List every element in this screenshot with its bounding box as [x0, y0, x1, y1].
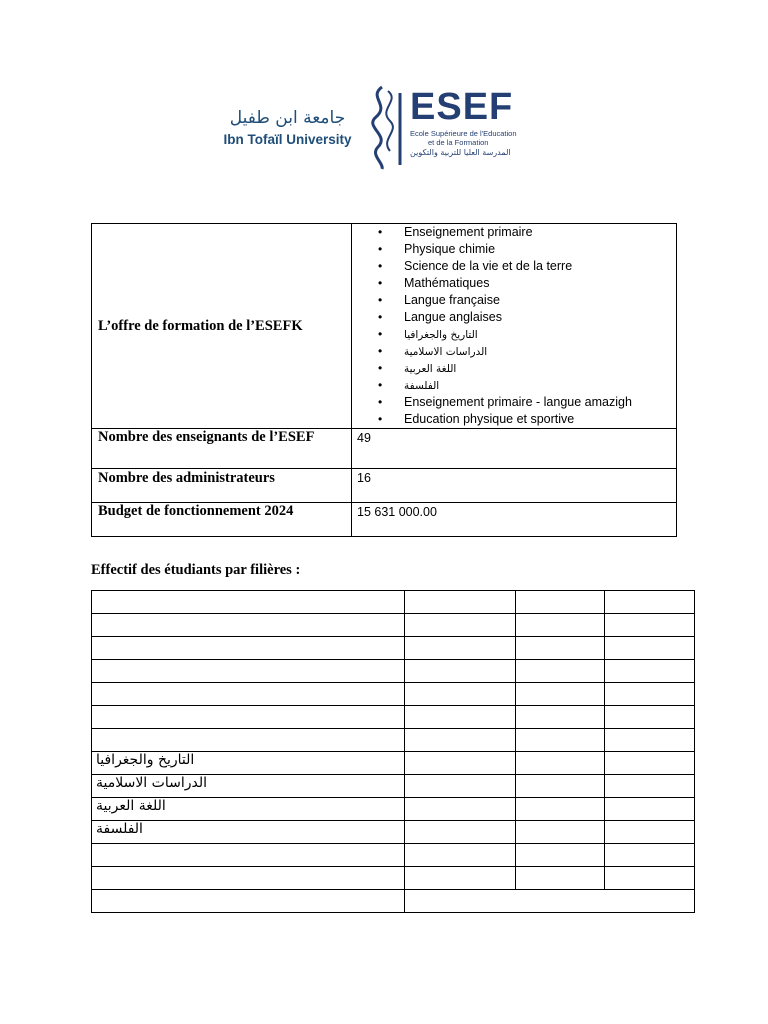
effectif-table — [91, 590, 695, 913]
offre-item-label: Langue française — [404, 293, 500, 307]
offre-item-label: Science de la vie et de la terre — [404, 259, 573, 273]
offre-item — [378, 292, 676, 309]
esef-acronym: ESEF — [410, 86, 514, 128]
info-table — [91, 223, 677, 537]
filiere-cell — [92, 844, 405, 867]
offre-item-label: Enseignement primaire — [404, 225, 533, 239]
count-cell — [605, 706, 695, 729]
table-row — [92, 683, 695, 706]
count-cell — [515, 821, 605, 844]
count-cell — [405, 821, 515, 844]
table-row — [92, 775, 695, 798]
count-cell — [515, 637, 605, 660]
table-row — [92, 844, 695, 867]
count-cell — [405, 752, 515, 775]
filiere-cell — [92, 614, 405, 637]
count-cell — [605, 614, 695, 637]
count-cell — [405, 729, 515, 752]
enseignants-label: Nombre des enseignants de l’ESEF — [92, 429, 352, 469]
university-name-arabic: جامعة ابن طفيل — [229, 108, 346, 128]
esef-line2: et de la Formation — [428, 138, 489, 147]
count-cell — [405, 683, 515, 706]
count-cell — [605, 798, 695, 821]
filiere-cell: الدراسات الاسلامية — [92, 775, 405, 798]
enseignants-value: 49 — [352, 429, 677, 469]
count-cell — [515, 591, 605, 614]
filiere-cell — [92, 637, 405, 660]
offre-item — [378, 411, 676, 428]
offre-item — [378, 360, 676, 377]
count-cell — [605, 844, 695, 867]
count-cell — [605, 821, 695, 844]
bullet-icon: • — [378, 293, 383, 307]
bullet-icon: • — [378, 327, 383, 341]
bullet-icon: • — [378, 310, 383, 324]
esef-emblem-icon — [360, 83, 405, 173]
count-cell — [405, 660, 515, 683]
count-cell — [515, 775, 605, 798]
budget-value: 15 631 000.00 — [352, 503, 677, 537]
offre-item-label: Langue anglaises — [404, 310, 502, 324]
filiere-cell — [92, 660, 405, 683]
offre-item-label: الفلسفة — [404, 380, 440, 392]
count-cell — [605, 775, 695, 798]
table-row — [92, 660, 695, 683]
count-cell — [515, 798, 605, 821]
count-cell — [405, 867, 515, 890]
count-cell — [515, 683, 605, 706]
filiere-cell — [92, 591, 405, 614]
bullet-icon: • — [378, 395, 383, 409]
offre-item — [378, 394, 676, 411]
offre-item — [378, 258, 676, 275]
count-cell — [515, 729, 605, 752]
count-cell — [405, 775, 515, 798]
count-cell — [405, 706, 515, 729]
esef-name-arabic: المدرسة العليا للتربية والتكوين — [410, 148, 511, 157]
total-label-cell — [92, 890, 405, 913]
count-cell — [405, 614, 515, 637]
table-row — [92, 752, 695, 775]
admins-value: 16 — [352, 469, 677, 503]
offre-label: L’offre de formation de l’ESEFK — [92, 224, 352, 429]
offre-item-label: التاريخ والجغرافيا — [404, 329, 478, 341]
table-row — [92, 798, 695, 821]
table-row — [92, 729, 695, 752]
bullet-icon: • — [378, 259, 383, 273]
offre-item — [378, 343, 676, 360]
count-cell — [405, 591, 515, 614]
offre-item — [378, 224, 676, 241]
bullet-icon: • — [378, 225, 383, 239]
count-cell — [515, 844, 605, 867]
table-row — [92, 867, 695, 890]
count-cell — [605, 867, 695, 890]
count-cell — [515, 867, 605, 890]
offre-item — [378, 326, 676, 343]
offre-item — [378, 241, 676, 258]
offre-list — [352, 224, 676, 428]
offre-item-label: الدراسات الاسلامية — [404, 346, 488, 358]
filiere-cell — [92, 867, 405, 890]
admins-label: Nombre des administrateurs — [92, 469, 352, 503]
table-row — [92, 706, 695, 729]
table-row — [92, 821, 695, 844]
university-name-english: Ibn Tofaïl University — [223, 132, 352, 147]
filiere-cell — [92, 683, 405, 706]
count-cell — [405, 798, 515, 821]
filiere-cell: اللغة العربية — [92, 798, 405, 821]
budget-label: Budget de fonctionnement 2024 — [92, 503, 352, 537]
offre-item-label: Physique chimie — [404, 242, 496, 256]
header-logo — [220, 78, 520, 178]
count-cell — [605, 683, 695, 706]
bullet-icon: • — [378, 242, 383, 256]
offre-item-label: Mathématiques — [404, 276, 490, 290]
count-cell — [405, 637, 515, 660]
count-cell — [605, 729, 695, 752]
effectif-heading: Effectif des étudiants par filières : — [91, 562, 301, 578]
filiere-cell: الفلسفة — [92, 821, 405, 844]
offre-cell — [352, 224, 677, 429]
esef-line1: Ecole Supérieure de l'Education — [410, 129, 517, 138]
offre-item-label: اللغة العربية — [404, 363, 457, 375]
count-cell — [605, 591, 695, 614]
offre-item — [378, 377, 676, 394]
bullet-icon: • — [378, 344, 383, 358]
bullet-icon: • — [378, 276, 383, 290]
offre-item — [378, 309, 676, 326]
filiere-cell — [92, 729, 405, 752]
bullet-icon: • — [378, 361, 383, 375]
count-cell — [605, 752, 695, 775]
count-cell — [515, 706, 605, 729]
count-cell — [405, 844, 515, 867]
count-cell — [605, 660, 695, 683]
total-value-cell — [405, 890, 695, 913]
count-cell — [515, 614, 605, 637]
filiere-cell — [92, 706, 405, 729]
table-row — [92, 591, 695, 614]
count-cell — [605, 637, 695, 660]
offre-item-label: Enseignement primaire - langue amazigh — [404, 395, 632, 409]
bullet-icon: • — [378, 378, 383, 392]
count-cell — [515, 752, 605, 775]
bullet-icon: • — [378, 412, 383, 426]
table-row — [92, 637, 695, 660]
count-cell — [515, 660, 605, 683]
offre-item — [378, 275, 676, 292]
table-row — [92, 890, 695, 913]
table-row — [92, 614, 695, 637]
filiere-cell: التاريخ والجغرافيا — [92, 752, 405, 775]
offre-item-label: Education physique et sportive — [404, 412, 575, 426]
